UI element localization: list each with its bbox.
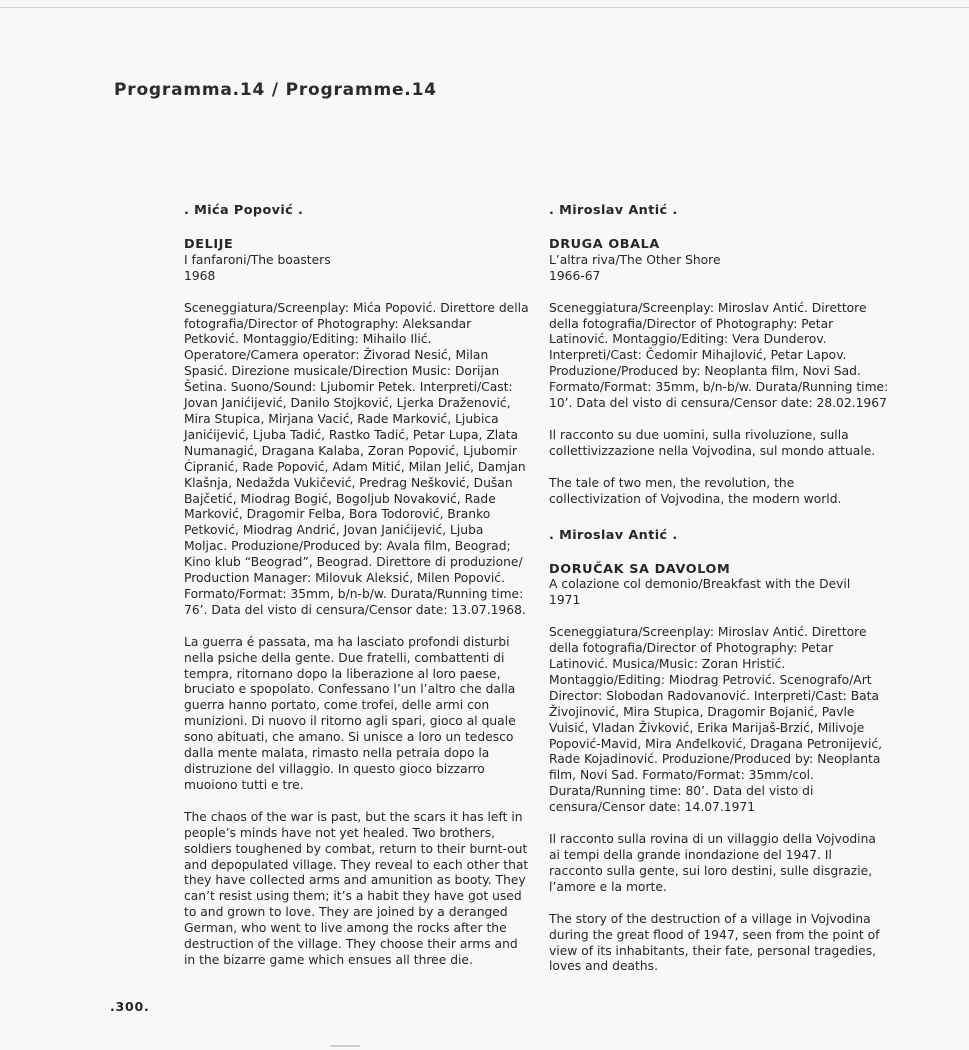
top-rule [0, 7, 969, 8]
page-number: .300. [110, 999, 150, 1014]
film-subtitle: A colazione col demonio/Breakfast with the Devil [549, 577, 851, 592]
synopsis-english: The tale of two men, the revolution, the collectivization of Vojvodina, the modern world. [549, 475, 842, 506]
film-subtitle: I fanfaroni/The boasters [184, 252, 331, 267]
director-name: . Miroslav Antić . [549, 527, 678, 543]
synopsis-english: The chaos of the war is past, but the scars it has left in people’s minds have not yet healed. Two brothers, soldiers toughened by combat, return to their burnt-out and depopulated village. They reveal to each other that they have collected arms and amunition as booty. They can’t resist using them; it’s a habit they have got used to and grown to love. They are joined by a deranged German, who went to live among the rocks after the destruction of the village. They choose their arms and in the bizarre game which ensues all three die. [184, 809, 529, 967]
synopsis-italian: La guerra é passata, ma ha lasciato profondi disturbi nella psiche della gente. Due fratelli, combattenti di tempra, ritornano dopo la liberazione al loro paese, bruciato e spopolato. Confessano l’un l’altro che dalla guerra hanno portato, come trofei, delle armi con munizioni. Di nuovo il ritorno agli spari, gioco al quale sono abituati, che amano. Si unisce a loro un tedesco dalla mente malata, rimasto nella petraia dopo la distruzione del villaggio. In questo gioco bizzarro muoiono tutti e tre. [184, 634, 516, 792]
film-year: 1968 [184, 268, 216, 283]
synopsis-italian: Il racconto su due uomini, sulla rivoluzione, sulla collettivizzazione nella Vojvodina, sul mondo attuale. [549, 427, 876, 458]
film-year: 1966-67 [549, 268, 601, 283]
synopsis-italian: Il racconto sulla rovina di un villaggio della Vojvodina ai tempi della grande inondazione del 1947. Il racconto sulla gente, sui loro destini, sulle disgrazie, l’amore e la morte. [549, 832, 876, 894]
page-title: Programma.14 / Programme.14 [114, 80, 437, 100]
film-title: DRUGA OBALA [549, 236, 660, 252]
film-title: DELIJE [184, 236, 234, 252]
left-column [184, 203, 529, 985]
synopsis-english: The story of the destruction of a village in Vojvodina during the great flood of 1947, seen from the point of view of its inhabitants, their fate, personal tragedies, loves and deaths. [549, 911, 880, 974]
film-subtitle: L’altra riva/The Other Shore [549, 252, 721, 267]
director-name: . Miroslav Antić . [549, 203, 678, 218]
right-column [549, 203, 889, 991]
film-entry [549, 203, 889, 508]
film-credits: Sceneggiatura/Screenplay: Miroslav Antić. Direttore della fotografia/Director of Photography: Petar Latinović. Musica/Music: Zoran Hristić. Montaggio/Editing: Miodrag Petrović. Scenografo/Art Director: Slobodan Radovanović. Interpreti/Cast: Bata Živojinović, Mira Stupica, Dragomir Bojanić, Pavle Vuisić, Vladan Živković, Erika Marijaš-Brzić, Milivoje Popović-Mavid, Mira Anđelković, Dragana Petronijević, Rade Kojadinović. Produzione/Produced by: Neoplanta film, Novi Sad. Formato/Format: 35mm/col. Durata/Running time: 80’. Data del visto di censura/Censor date: 14.07.1971 [549, 625, 883, 815]
film-title: DORUČAK SA DAVOLOM [549, 561, 731, 577]
film-credits: Sceneggiatura/Screenplay: Miroslav Antić. Direttore della fotografia/Director of Photography: Petar Latinović. Montaggio/Editing: Vera Dunderov. Interpreti/Cast: Čedomir Mihajlović, Petar Lapov. Produzione/Produced by: Neoplanta film, Novi Sad. Formato/Format: 35mm, b/n-b/w. Durata/Running time: 10’. Data del visto di censura/Censor date: 28.02.1967 [549, 300, 889, 411]
film-credits: Sceneggiatura/Screenplay: Mića Popović. Direttore della fotografia/Director of Photography: Aleksandar Petković. Montaggio/Editing: Mihailo Ilić. Operatore/Camera operator: Živorad Nesić, Milan Spasić. Direzione musicale/Direction Music: Dorijan Šetina. Suono/Sound: Ljubomir Petek. Interpreti/Cast: Jovan Janićijević, Danilo Stojković, Ljerka Draženović, Mira Stupica, Mirjana Vacić, Rade Marković, Ljubica Janićijević, Ljuba Tadić, Rastko Tadić, Petar Lupa, Zlata Numanagić, Dragana Kalaba, Zoran Popović, Ljubomir Ćipranić, Rade Popović, Adam Mitić, Milan Jelić, Damjan Klašnja, Nedažda Vukičević, Predrag Nešković, Dušan Bajčetić, Miodrag Bogić, Bogoljub Novaković, Rade Marković, Dragomir Felba, Bora Todorović, Branko Petković, Miodrag Andrić, Jovan Janićijević, Ljuba Moljac. Produzione/Produced by: Avala film, Beograd; Kino klub “Beograd”, Beograd. Direttore di produzione/ Production Manager: Milovuk Aleksić, Milen Popović. Formato/Format: 35mm, b/n-b/w. Durata/Running time: 76’. Data del visto di censura/Censor date: 13.07.1968. [184, 300, 529, 617]
director-name: . Mića Popović . [184, 203, 304, 218]
bottom-mark [330, 1045, 360, 1047]
film-entry [549, 528, 889, 976]
film-year: 1971 [549, 593, 581, 608]
